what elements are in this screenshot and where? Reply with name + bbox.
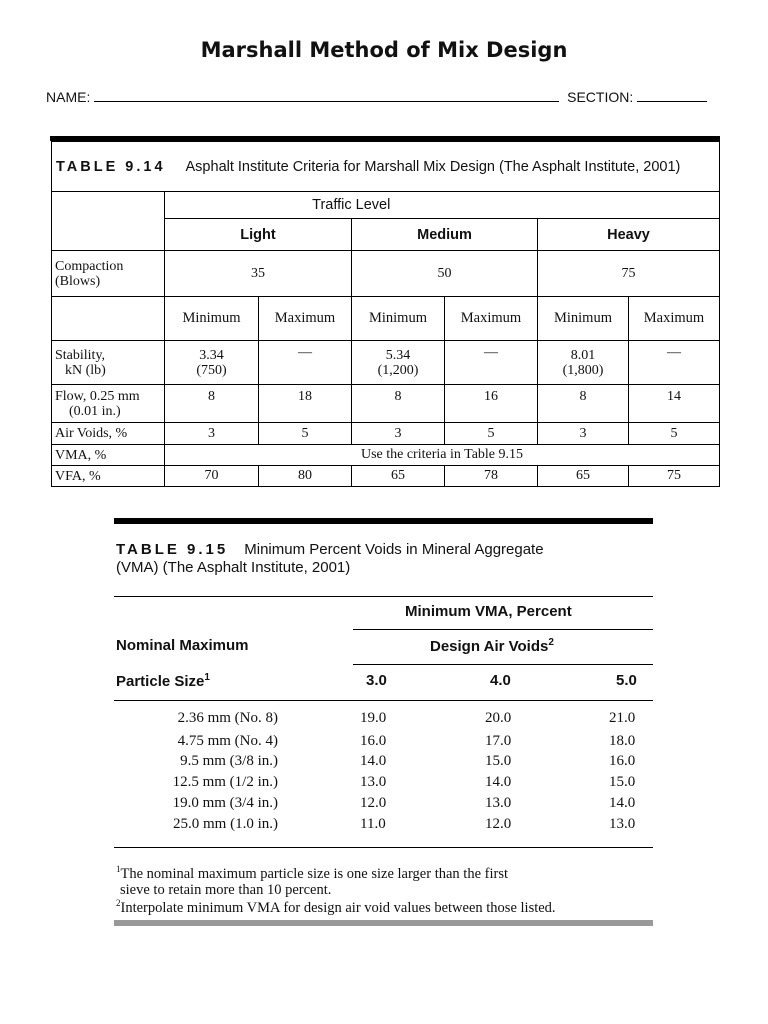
stability-medium-min: 5.34 (1,200) (352, 341, 445, 385)
flow-label: Flow, 0.25 mm (0.01 in.) (52, 385, 165, 423)
traffic-level-header-extension (538, 192, 720, 219)
min-header: Minimum (538, 297, 629, 341)
vfa-value: 78 (445, 466, 538, 487)
table-914 (51, 141, 720, 487)
table-915-column-rule (353, 664, 653, 665)
table-915-footer-rule (114, 847, 653, 848)
air-voids-value: 5 (445, 423, 538, 445)
name-field[interactable] (94, 89, 559, 102)
air-voids-value: 3 (538, 423, 629, 445)
level-heavy: Heavy (538, 219, 720, 251)
vma-label: VMA, % (52, 445, 165, 466)
footnote-2: $^2$Interpolate minimum VMA for design air void values between those listed. (116, 898, 556, 916)
vfa-value: 80 (259, 466, 352, 487)
table-row: 9.5 mm (3/8 in.) 14.0 15.0 16.0 (180, 753, 636, 769)
col-4-0-header: 4.0 (490, 672, 511, 689)
table-row: 4.75 mm (No. 4) 16.0 17.0 18.0 (177, 733, 636, 749)
section-field[interactable] (637, 89, 707, 102)
blank-header-cell (52, 192, 165, 251)
min-header: Minimum (352, 297, 445, 341)
vfa-label: VFA, % (52, 466, 165, 487)
col-5-0-header: 5.0 (616, 672, 637, 689)
flow-value: 14 (629, 385, 720, 423)
max-header: Maximum (259, 297, 352, 341)
section-label: SECTION: (567, 89, 634, 105)
page-title: Marshall Method of Mix Design (200, 38, 568, 62)
air-voids-value: 5 (629, 423, 720, 445)
compaction-heavy: 75 (538, 251, 720, 297)
table-914-caption: TABLE 9.14 Asphalt Institute Criteria for Marshall Mix Design (The Asphalt Institute, 2001) (52, 142, 720, 192)
flow-value: 8 (538, 385, 629, 423)
level-light: Light (165, 219, 352, 251)
table-row: 25.0 mm (1.0 in.) 11.0 12.0 13.0 (173, 816, 636, 832)
table-915-caption: TABLE 9.15 Minimum Percent Voids in Mineral Aggregate (VMA) (The Asphalt Institute, 2001) (116, 541, 544, 576)
table-row: 12.5 mm (1/2 in.) 13.0 14.0 15.0 (172, 774, 636, 790)
nominal-max-header: Nominal Maximum (116, 637, 249, 654)
air-voids-value: 3 (352, 423, 445, 445)
flow-value: 8 (165, 385, 259, 423)
air-voids-value: 3 (165, 423, 259, 445)
min-vma-header: Minimum VMA, Percent (405, 603, 572, 620)
stability-label: Stability, kN (lb) (52, 341, 165, 385)
air-voids-label: Air Voids, % (52, 423, 165, 445)
table-915-body-rule (114, 700, 653, 701)
flow-value: 18 (259, 385, 352, 423)
min-header: Minimum (165, 297, 259, 341)
vfa-value: 70 (165, 466, 259, 487)
air-voids-value: 5 (259, 423, 352, 445)
vfa-value: 75 (629, 466, 720, 487)
max-header: Maximum (445, 297, 538, 341)
table-915-subheader-rule (353, 629, 653, 630)
traffic-level-header: Traffic Level (165, 192, 538, 219)
vma-note: Use the criteria in Table 9.15 (165, 445, 720, 466)
table-915-header-rule (114, 596, 653, 597)
blank-label-cell (52, 297, 165, 341)
design-air-voids-header: Design Air Voids$^2$ (430, 637, 554, 655)
stability-heavy-max: — (629, 341, 720, 385)
table-915-top-rule (114, 518, 653, 524)
table-row: 19.0 mm (3/4 in.) 12.0 13.0 14.0 (172, 795, 636, 811)
compaction-light: 35 (165, 251, 352, 297)
level-medium: Medium (352, 219, 538, 251)
stability-medium-max: — (445, 341, 538, 385)
stability-heavy-min: 8.01 (1,800) (538, 341, 629, 385)
name-section-line (46, 89, 726, 105)
flow-value: 8 (352, 385, 445, 423)
table-row: 2.36 mm (No. 8) 19.0 20.0 21.0 (177, 710, 636, 726)
vfa-value: 65 (538, 466, 629, 487)
compaction-label: Compaction (Blows) (52, 251, 165, 297)
table-915-bottom-rule (114, 920, 653, 926)
compaction-medium: 50 (352, 251, 538, 297)
particle-size-header: Particle Size$^1$ (116, 672, 210, 690)
max-header: Maximum (629, 297, 720, 341)
col-3-0-header: 3.0 (366, 672, 387, 689)
vfa-value: 65 (352, 466, 445, 487)
flow-value: 16 (445, 385, 538, 423)
stability-light-min: 3.34 (750) (165, 341, 259, 385)
stability-light-max: — (259, 341, 352, 385)
footnote-1: $^1$The nominal maximum particle size is one size larger than the first sieve to retain more than 10 percent. (116, 864, 508, 898)
name-label: NAME: (46, 89, 91, 105)
